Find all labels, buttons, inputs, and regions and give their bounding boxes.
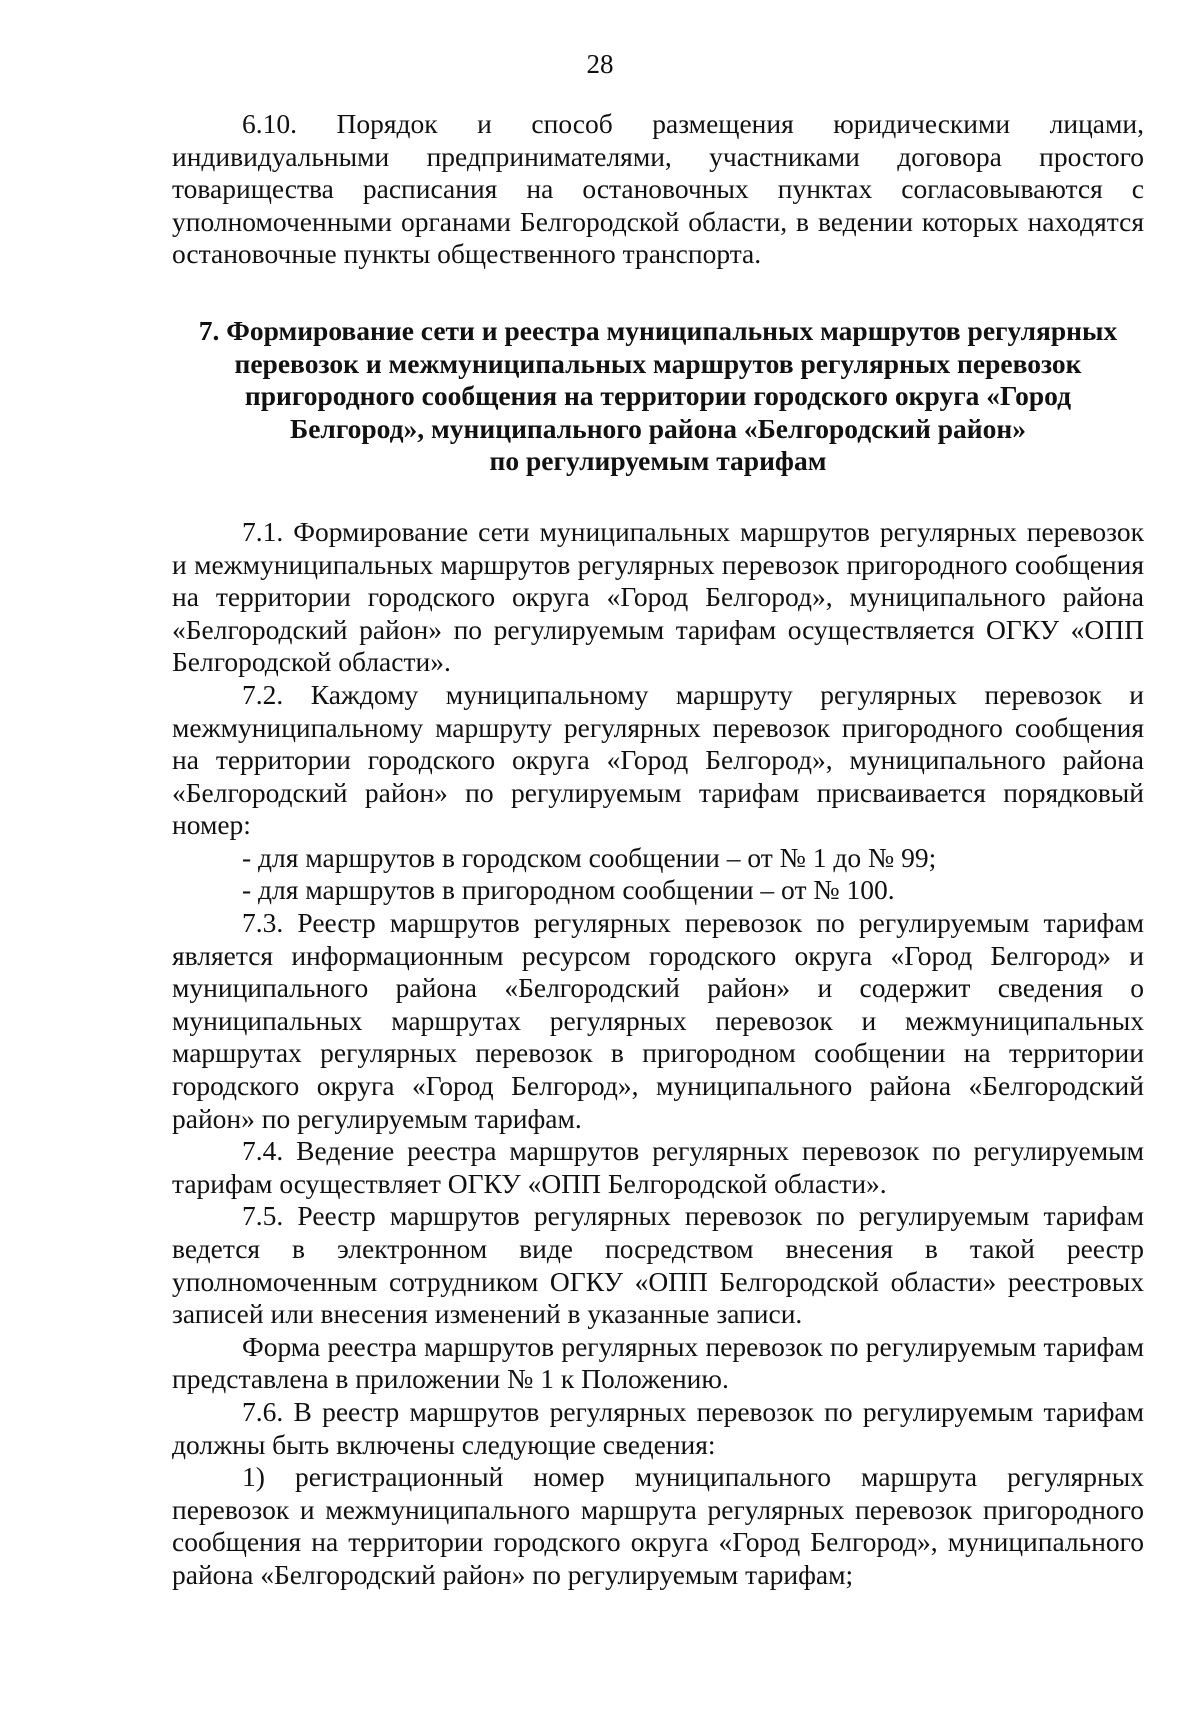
paragraph-7-1: 7.1. Формирование сети муниципальных маршрутов регулярных перевозок и межмуниципальных маршрутов регулярных перевозок пригородного сообщения на территории городского округа «Город Белгород», муниципального района «Белгородский район» по регулируемым тарифам осуществляется ОГКУ «ОПП Белгородской области». bbox=[172, 515, 1144, 678]
paragraph-7-5: 7.5. Реестр маршрутов регулярных перевозок по регулируемым тарифам ведется в электронном виде посредством внесения в такой реестр уполномоченным сотрудником ОГКУ «ОПП Белгородской области» реестровых записей или внесения изменений в указанные записи. bbox=[172, 1200, 1144, 1330]
section-7-heading-line: пригородного сообщения на территории городского округа «Город bbox=[244, 380, 1072, 412]
section-7-heading bbox=[172, 315, 1144, 478]
section-7-heading-line: Белгород», муниципального района «Белгородский район» bbox=[290, 412, 1026, 444]
paragraph-6-10: 6.10. Порядок и способ размещения юридическими лицами, индивидуальными предпринимателями, участниками договора простого товарищества расписания на остановочных пунктах согласовываются с уполномоченными органами Белгородской области, в ведении которых находятся остановочные пункты общественного транспорта. bbox=[172, 108, 1144, 270]
paragraph-7-3: 7.3. Реестр маршрутов регулярных перевозок по регулируемым тарифам является информационным ресурсом городского округа «Город Белгород» и муниципального района «Белгородский район» и содержит сведения о муниципальных маршрутах регулярных перевозок и межмуниципальных маршрутах регулярных перевозок в пригородном сообщении на территории городского округа «Город Белгород», муниципального района «Белгородский район» по регулируемым тарифам. bbox=[172, 907, 1144, 1134]
list-item-suburban-routes: - для маршрутов в пригородном сообщении – от № 100. bbox=[242, 874, 895, 906]
paragraph-7-4: 7.4. Ведение реестра маршрутов регулярных перевозок по регулируемым тарифам осуществляет ОГКУ «ОПП Белгородской области». bbox=[172, 1135, 1144, 1199]
list-item-city-routes: - для маршрутов в городском сообщении – от № 1 до № 99; bbox=[242, 841, 937, 873]
paragraph-7-6: 7.6. В реестр маршрутов регулярных перевозок по регулируемым тарифам должны быть включены следующие сведения: bbox=[172, 1395, 1144, 1460]
paragraph-7-2: 7.2. Каждому муниципальному маршруту регулярных перевозок и межмуниципальному маршруту регулярных перевозок пригородного сообщения на территории городского округа «Город Белгород», муниципального района «Белгородский район» по регулируемым тарифам присваивается порядковый номер: bbox=[172, 678, 1144, 841]
paragraph-registry-form: Форма реестра маршрутов регулярных перевозок по регулируемым тарифам представлена в приложении № 1 к Положению. bbox=[172, 1330, 1144, 1395]
list-item-registration-number: 1) регистрационный номер муниципального маршрута регулярных перевозок и межмуниципального маршрута регулярных перевозок пригородного сообщения на территории городского округа «Город Белгород», муниципального района «Белгородский район» по регулируемым тарифам; bbox=[172, 1461, 1144, 1590]
page-number: 28 bbox=[586, 49, 614, 79]
section-7-heading-line: 7. Формирование сети и реестра муниципальных маршрутов регулярных bbox=[198, 314, 1118, 346]
section-7-heading-line: перевозок и межмуниципальных маршрутов регулярных перевозок bbox=[234, 347, 1082, 379]
document-body bbox=[172, 108, 1144, 1592]
section-7-heading-line: по регулируемым тарифам bbox=[489, 445, 827, 477]
